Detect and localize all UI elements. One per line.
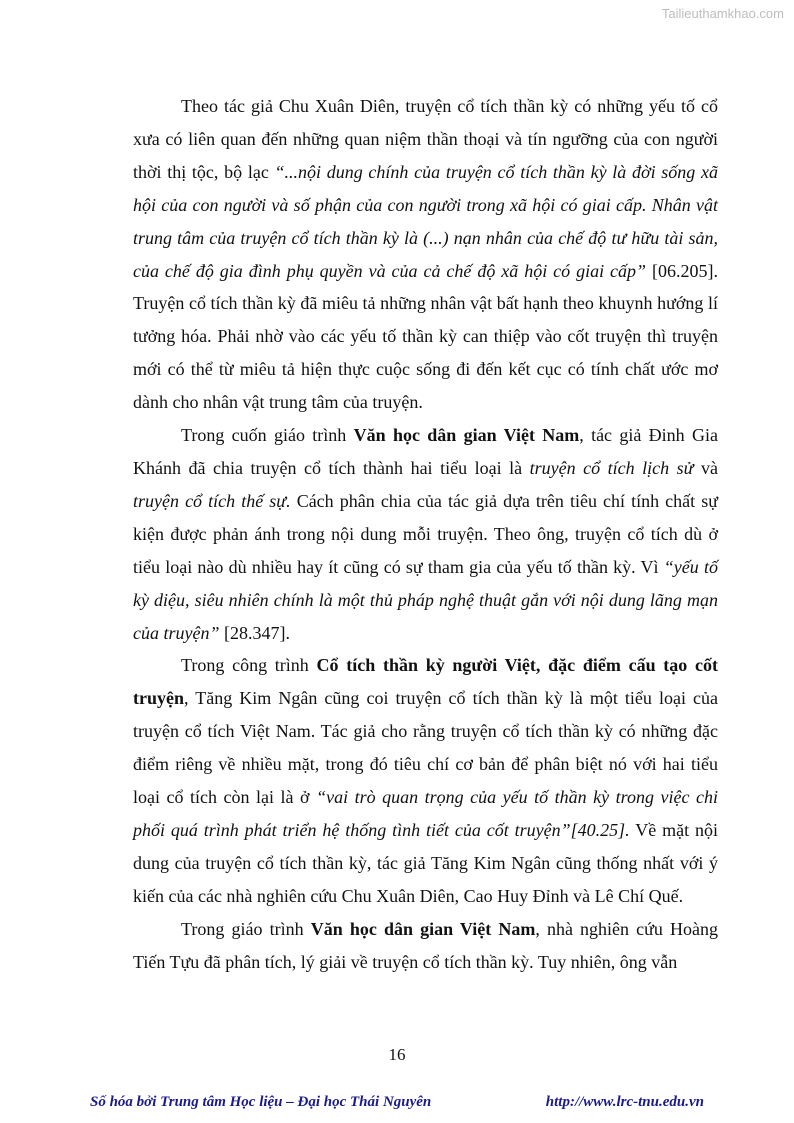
- watermark: Tailieuthamkhao.com: [661, 6, 784, 21]
- page-number: 16: [388, 1045, 406, 1064]
- text-run: Cách phân chia của tác giả dựa trên tiêu chí tính chất sự kiện được phản ánh trong nội dung mỗi truyện. Theo ông, truyện cổ tích dù ở tiểu loại nào dù nhiều hay ít cũng có sự tham gia của yếu tố thần kỳ. Vì: [133, 490, 719, 577]
- text-run: Theo tác giả Chu Xuân Diên, truyện cổ tích thần kỳ có những yếu tố cổ xưa có liên quan đến những quan niệm thần thoại và tín ngưỡng của con người thời thị tộc, bộ lạc: [133, 96, 718, 182]
- quote-text: “yếu tố kỳ diệu, siêu nhiên chính là một thủ pháp nghệ thuật gắn với nội dung lãng mạn của truyện”: [133, 556, 718, 643]
- paragraph-2: [133, 419, 718, 649]
- text-run: [06.205]. Truyện cổ tích thần kỳ đã miêu tả những nhân vật bất hạnh theo khuynh hướng lí tưởng hóa. Phải nhờ vào các yếu tố thần kỳ can thiệp vào cốt truyện thì truyện mới có thể từ miêu tả hiện thực cuộc sống đi đến kết cục có tính chất ước mơ dành cho nhân vật trung tâm của truyện.: [133, 260, 718, 413]
- text-run: , Tăng Kim Ngân cũng coi truyện cổ tích thần kỳ là một tiểu loại của truyện cổ tích Việt Nam. Tác giả cho rằng truyện cổ tích thần kỳ có những đặc điểm riêng về nhiều mặt, trong đó tiêu chí cơ bản để phân biệt nó với hai tiểu loại cổ tích còn lại là ở: [133, 688, 718, 808]
- text-run: , tác giả Đinh Gia Khánh đã chia truyện cổ tích thành hai tiểu loại là: [133, 425, 718, 478]
- text-run: Về mặt nội dung của truyện cổ tích thần kỳ, tác giả Tăng Kim Ngân cũng thống nhất với ý kiến của các nhà nghiên cứu Chu Xuân Diên, Cao Huy Đỉnh và Lê Chí Quế.: [133, 819, 718, 906]
- document-body: [133, 90, 718, 978]
- italic-term: truyện cổ tích thế sự.: [133, 490, 291, 511]
- footer: [90, 1094, 704, 1111]
- quote-text: “...nội dung chính của truyện cổ tích thần kỳ là đời sống xã hội của con người và số phận của con người trong xã hội có giai cấp. Nhân vật trung tâm của truyện cổ tích thần kỳ là (...) nạn nhân của chế độ tư hữu tài sản, của chế độ gia đình phụ quyền và của cả chế độ xã hội có giai cấp”: [133, 161, 718, 281]
- text-run: Trong công trình: [181, 655, 317, 676]
- text-run: và: [693, 457, 719, 478]
- quote-text: “vai trò quan trọng của yếu tố thần kỳ trong việc chi phối quá trình phát triển hệ thống tình tiết của cốt truyện”[40.25].: [133, 787, 718, 840]
- text-run: [28.347].: [219, 622, 290, 643]
- footer-credit: Số hóa bởi Trung tâm Học liệu – Đại học Thái Nguyên: [90, 1094, 432, 1110]
- text-run: Trong giáo trình: [181, 918, 311, 939]
- text-run: , nhà nghiên cứu Hoàng Tiến Tựu đã phân tích, lý giải về truyện cổ tích thần kỳ. Tuy nhiên, ông vẫn: [133, 918, 719, 972]
- italic-term: truyện cổ tích lịch sử: [529, 457, 694, 478]
- paragraph-3: [133, 649, 718, 912]
- book-title: Cổ tích thần kỳ người Việt, đặc điểm cấu tạo cốt truyện: [133, 655, 719, 709]
- footer-url: http://www.lrc-tnu.edu.vn: [545, 1094, 704, 1110]
- book-title: Văn học dân gian Việt Nam: [353, 425, 580, 446]
- text-run: Trong cuốn giáo trình: [181, 425, 354, 446]
- paragraph-4: [133, 913, 718, 979]
- paragraph-1: [133, 90, 718, 419]
- book-title: Văn học dân gian Việt Nam: [310, 918, 536, 939]
